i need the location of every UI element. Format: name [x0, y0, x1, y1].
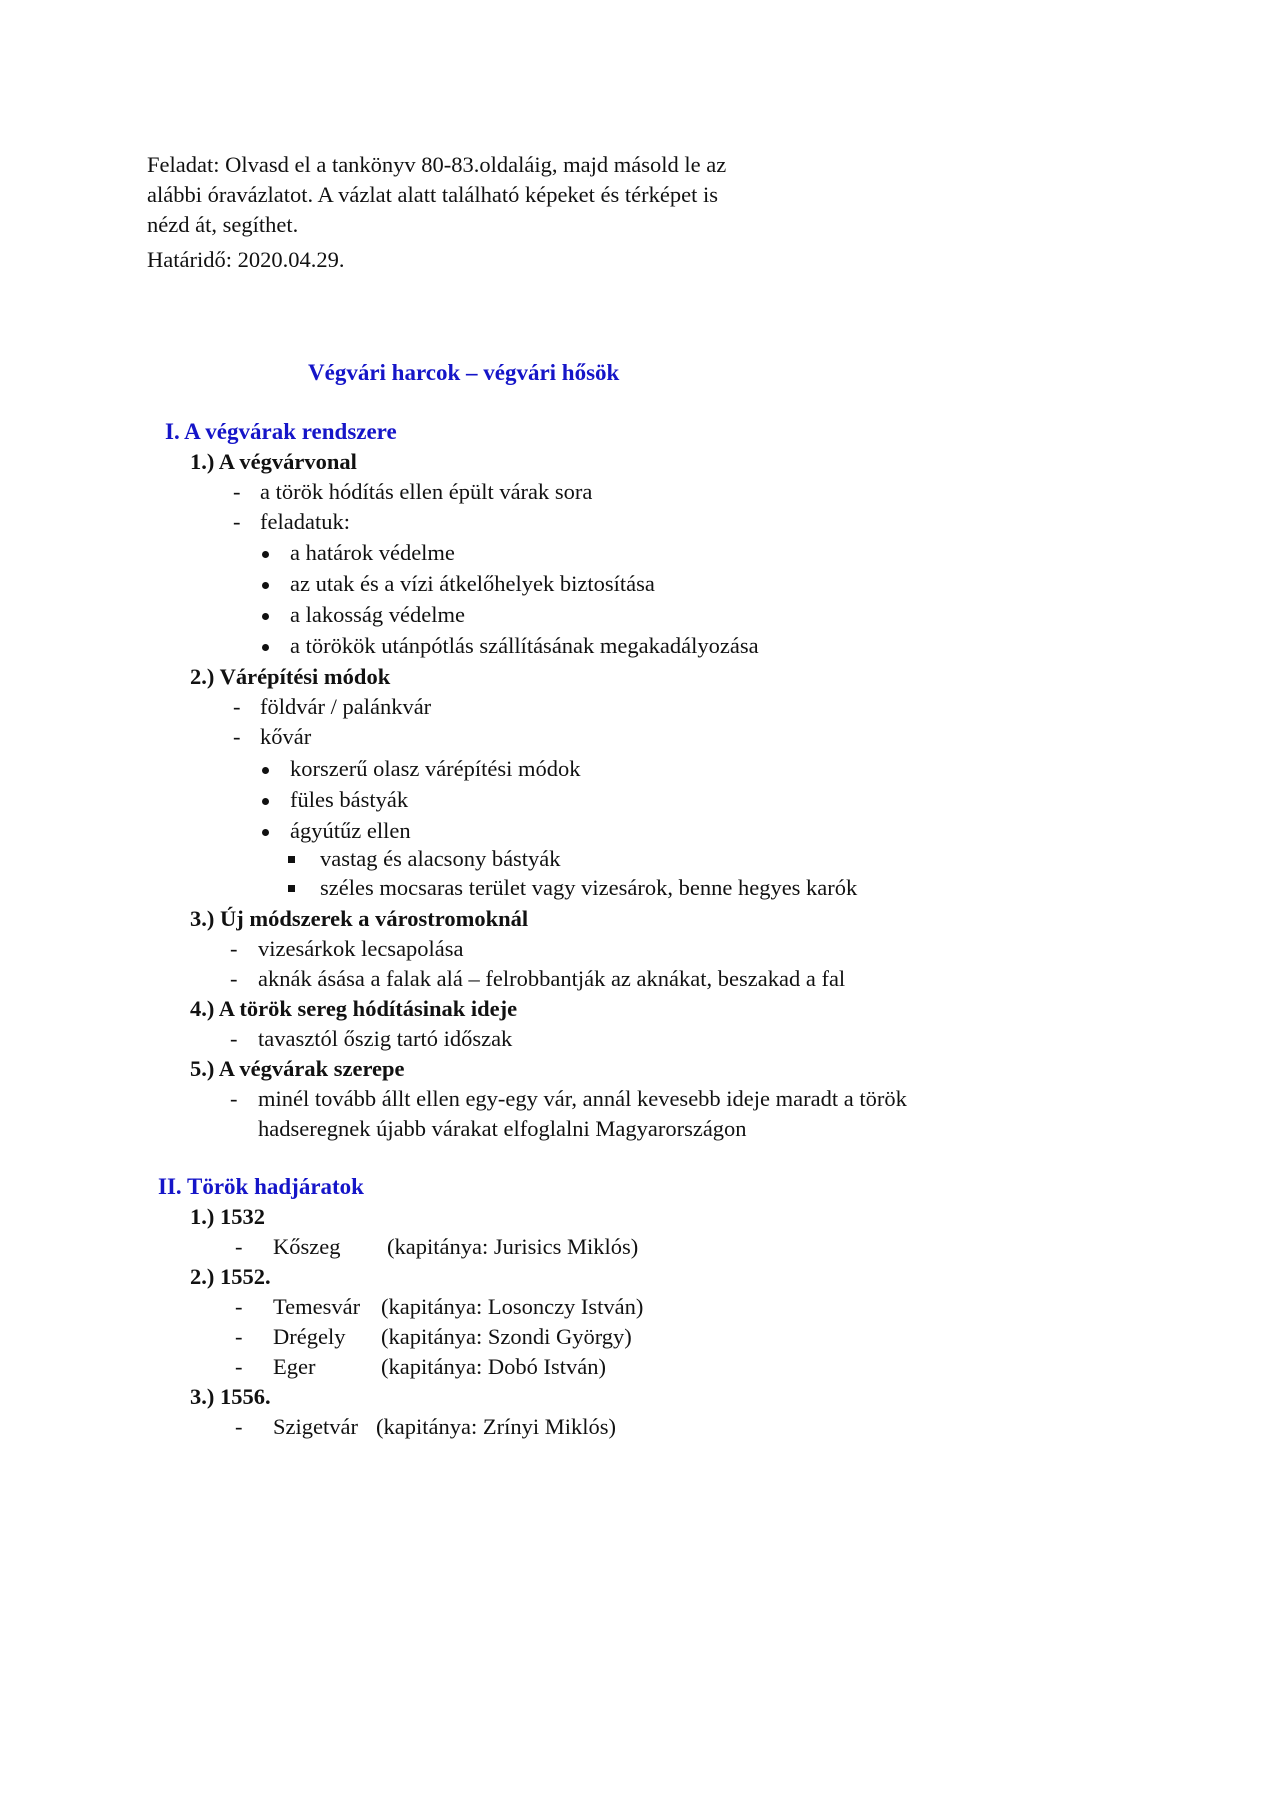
- campaign-captain: (kapitánya: Jurisics Miklós): [387, 1234, 639, 1259]
- bullet-icon: [262, 644, 269, 651]
- list-item: kővár: [260, 724, 312, 749]
- section-2-heading: II. Török hadjáratok: [158, 1174, 364, 1199]
- list-item: vizesárkok lecsapolása: [258, 936, 464, 961]
- list-item: a lakosság védelme: [290, 602, 465, 627]
- list-item: széles mocsaras terület vagy vizesárok, benne hegyes karók: [320, 875, 858, 900]
- subsection-2-2-heading: 2.) 1552.: [190, 1264, 271, 1289]
- campaign-place: Temesvár: [273, 1294, 361, 1319]
- campaign-place: Eger: [273, 1354, 316, 1379]
- bullet-icon: [262, 551, 269, 558]
- document-title: Végvári harcok – végvári hősök: [308, 360, 620, 385]
- dash-marker: -: [235, 1414, 243, 1439]
- list-item: korszerű olasz várépítési módok: [290, 756, 581, 781]
- dash-marker: -: [233, 694, 241, 719]
- bullet-icon: [262, 613, 269, 620]
- intro-line-2: alábbi óravázlatot. A vázlat alatt található képeket és térképet is: [147, 182, 719, 207]
- list-item: aknák ásása a falak alá – felrobbantják az aknákat, beszakad a fal: [258, 966, 846, 991]
- list-item: a törökök utánpótlás szállításának megakadályozása: [290, 633, 759, 658]
- campaign-place: Kőszeg: [273, 1234, 341, 1259]
- campaign-place: Drégely: [273, 1324, 346, 1349]
- dash-marker: -: [230, 936, 238, 961]
- list-item: vastag és alacsony bástyák: [320, 846, 561, 871]
- campaign-place: Szigetvár: [273, 1414, 358, 1439]
- dash-marker: -: [230, 1026, 238, 1051]
- list-item: tavasztól őszig tartó időszak: [258, 1026, 513, 1051]
- list-item: feladatuk:: [260, 509, 350, 534]
- deadline: Határidő: 2020.04.29.: [147, 247, 345, 272]
- list-item: az utak és a vízi átkelőhelyek biztosítása: [290, 571, 655, 596]
- campaign-captain: (kapitánya: Zrínyi Miklós): [376, 1414, 616, 1439]
- intro-line-1: Feladat: Olvasd el a tankönyv 80-83.oldaláig, majd másold le az: [147, 152, 727, 177]
- list-item: minél tovább állt ellen egy-egy vár, annál kevesebb ideje maradt a török: [258, 1086, 907, 1111]
- list-item-continuation: hadseregnek újabb várakat elfoglalni Magyarországon: [258, 1116, 747, 1141]
- intro-line-3: nézd át, segíthet.: [147, 212, 299, 237]
- list-item: a határok védelme: [290, 540, 455, 565]
- subsection-1-4-heading: 4.) A török sereg hódításinak ideje: [190, 996, 518, 1021]
- subsection-2-3-heading: 3.) 1556.: [190, 1384, 271, 1409]
- list-item: földvár / palánkvár: [260, 694, 432, 719]
- dash-marker: -: [235, 1234, 243, 1259]
- bullet-icon: [262, 767, 269, 774]
- list-item: ágyútűz ellen: [290, 818, 411, 843]
- list-item: a török hódítás ellen épült várak sora: [260, 479, 593, 504]
- dash-marker: -: [235, 1294, 243, 1319]
- square-bullet-icon: [288, 885, 295, 892]
- campaign-captain: (kapitánya: Dobó István): [381, 1354, 606, 1379]
- subsection-1-3-heading: 3.) Új módszerek a várostromoknál: [190, 906, 529, 931]
- bullet-icon: [262, 798, 269, 805]
- dash-marker: -: [230, 966, 238, 991]
- dash-marker: -: [233, 509, 241, 534]
- section-1-heading: I. A végvárak rendszere: [165, 419, 397, 444]
- bullet-icon: [262, 582, 269, 589]
- dash-marker: -: [230, 1086, 238, 1111]
- campaign-captain: (kapitánya: Losonczy István): [381, 1294, 644, 1319]
- list-item: füles bástyák: [290, 787, 409, 812]
- square-bullet-icon: [288, 856, 295, 863]
- campaign-captain: (kapitánya: Szondi György): [381, 1324, 632, 1349]
- subsection-1-2-heading: 2.) Várépítési módok: [190, 664, 391, 689]
- dash-marker: -: [235, 1354, 243, 1379]
- dash-marker: -: [233, 724, 241, 749]
- dash-marker: -: [233, 479, 241, 504]
- bullet-icon: [262, 829, 269, 836]
- dash-marker: -: [235, 1324, 243, 1349]
- subsection-2-1-heading: 1.) 1532: [190, 1204, 265, 1229]
- subsection-1-5-heading: 5.) A végvárak szerepe: [190, 1056, 405, 1081]
- subsection-1-1-heading: 1.) A végvárvonal: [190, 449, 357, 474]
